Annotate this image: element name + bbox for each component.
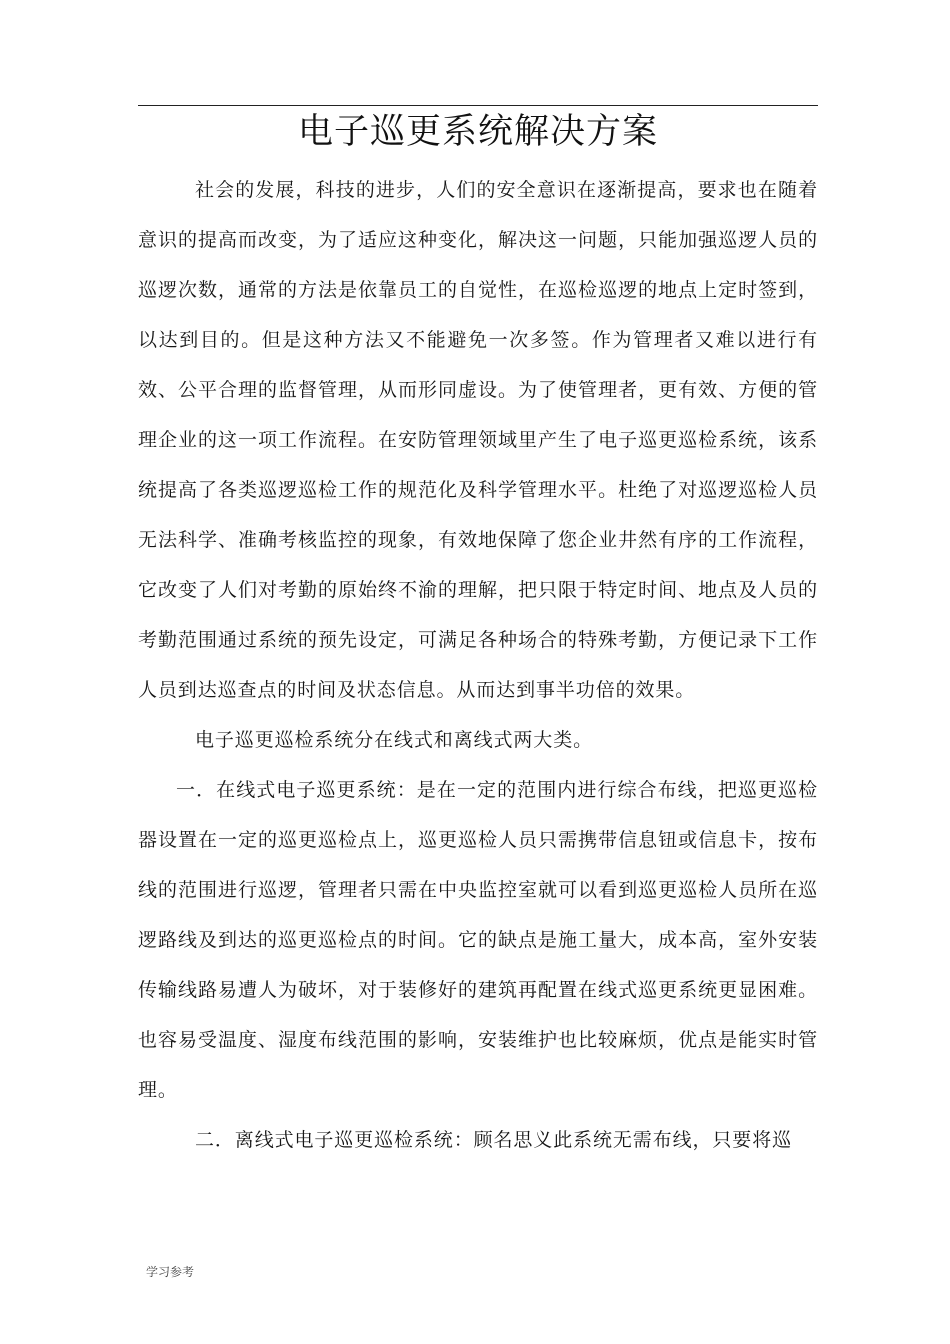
header-rule bbox=[138, 105, 818, 106]
document-title: 电子巡更系统解决方案 bbox=[297, 112, 658, 152]
paragraph-online-system: 一．在线式电子巡更系统：是在一定的范围内进行综合布线，把巡更巡检器设置在一定的巡更巡检点上，巡更巡检人员只需携带信息钮或信息卡，按布线的范围进行巡逻，管理者只需在中央监控室就可以看到巡更巡检人员所在巡逻路线及到达的巡更巡检点的时间。它的缺点是施工量大，成本高，室外安装传输线路易遭人为破坏，对于装修好的建筑再配置在线式巡更系统更显困难。也容易受温度、湿度布线范围的影响，安装维护也比较麻烦，优点是能实时管理。 bbox=[138, 779, 818, 1101]
paragraph-offline-system: 二．离线式电子巡更巡检系统：顾名思义此系统无需布线，只要将巡 bbox=[195, 1129, 793, 1151]
document-body bbox=[138, 165, 818, 1165]
paragraph-intro: 社会的发展，科技的进步，人们的安全意识在逐渐提高，要求也在随着意识的提高而改变，为了适应这种变化，解决这一问题，只能加强巡逻人员的巡逻次数，通常的方法是依靠员工的自觉性，在巡检巡逻的地点上定时签到，以达到目的。但是这种方法又不能避免一次多签。作为管理者又难以进行有效、公平合理的监督管理，从而形同虚设。为了使管理者，更有效、方便的管理企业的这一项工作流程。在安防管理领域里产生了电子巡更巡检系统，该系统提高了各类巡逻巡检工作的规范化及科学管理水平。杜绝了对巡逻巡检人员无法科学、准确考核监控的现象，有效地保障了您企业井然有序的工作流程，它改变了人们对考勤的原始终不渝的理解，把只限于特定时间、地点及人员的考勤范围通过系统的预先设定，可满足各种场合的特殊考勤，方便记录下工作人员到达巡查点的时间及状态信息。从而达到事半功倍的效果。 bbox=[138, 179, 818, 701]
footer-note: 学习参考 bbox=[146, 1265, 195, 1279]
paragraph-categories: 电子巡更巡检系统分在线式和离线式两大类。 bbox=[195, 729, 594, 751]
